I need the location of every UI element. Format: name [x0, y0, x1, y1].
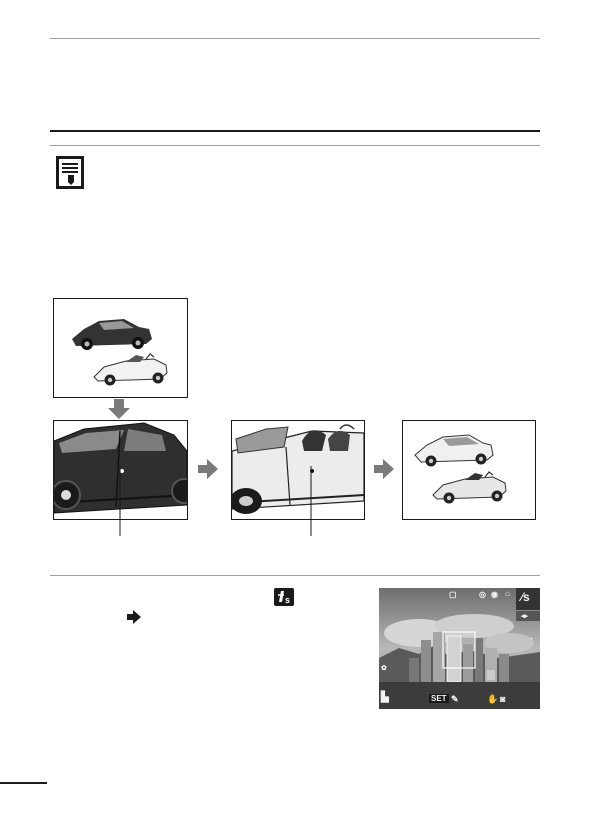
page-footer-mark — [0, 782, 47, 784]
set-button-label: SET — [431, 694, 447, 703]
white-convertible-icon — [94, 354, 167, 386]
section-rule — [50, 130, 540, 132]
white-car-closeup — [231, 420, 365, 520]
dark-convertible-icon — [433, 472, 506, 504]
right-arrow-icon — [374, 459, 394, 479]
mode-indicator-icon: ⁄s — [521, 590, 530, 604]
white-car-closeup-image — [232, 421, 364, 519]
down-arrow-icon — [108, 399, 130, 419]
metering-icon: ◉ — [491, 590, 498, 599]
dark-sedan-icon — [72, 319, 152, 350]
self-timer-icon: ◔ — [529, 636, 534, 643]
eyedropper-icon: ✎ — [451, 694, 459, 704]
right-arrow-icon — [198, 459, 218, 479]
top-rule — [50, 38, 540, 39]
hand-icon: ✋ — [487, 694, 499, 704]
note-rule — [50, 145, 540, 146]
white-sedan-icon — [415, 435, 493, 467]
flash-icon: ◎ — [479, 590, 486, 599]
left-right-arrows-icon: ◂▸ — [521, 613, 529, 620]
image-size-icon: ▢ — [449, 590, 457, 599]
color-swap-mode-icon — [274, 588, 294, 606]
camera-icon: ◙ — [500, 694, 506, 704]
result-photo — [402, 420, 536, 520]
svg-text:s: s — [285, 595, 291, 605]
swapped-cars-image — [403, 421, 535, 519]
macro-icon: ✿ — [381, 665, 387, 672]
two-cars-image — [54, 299, 187, 397]
original-photo — [53, 298, 188, 398]
callout-line-right — [306, 466, 316, 536]
lock-icon: ⌂ — [505, 589, 510, 598]
camera-lcd-screen — [379, 588, 540, 709]
callout-line-left — [115, 466, 125, 536]
inline-right-arrow-icon — [127, 610, 141, 624]
city-skyline-image — [379, 588, 540, 709]
note-icon — [55, 155, 85, 190]
resolution-icon: ▙ — [381, 692, 389, 703]
lower-section-rule — [50, 575, 540, 576]
